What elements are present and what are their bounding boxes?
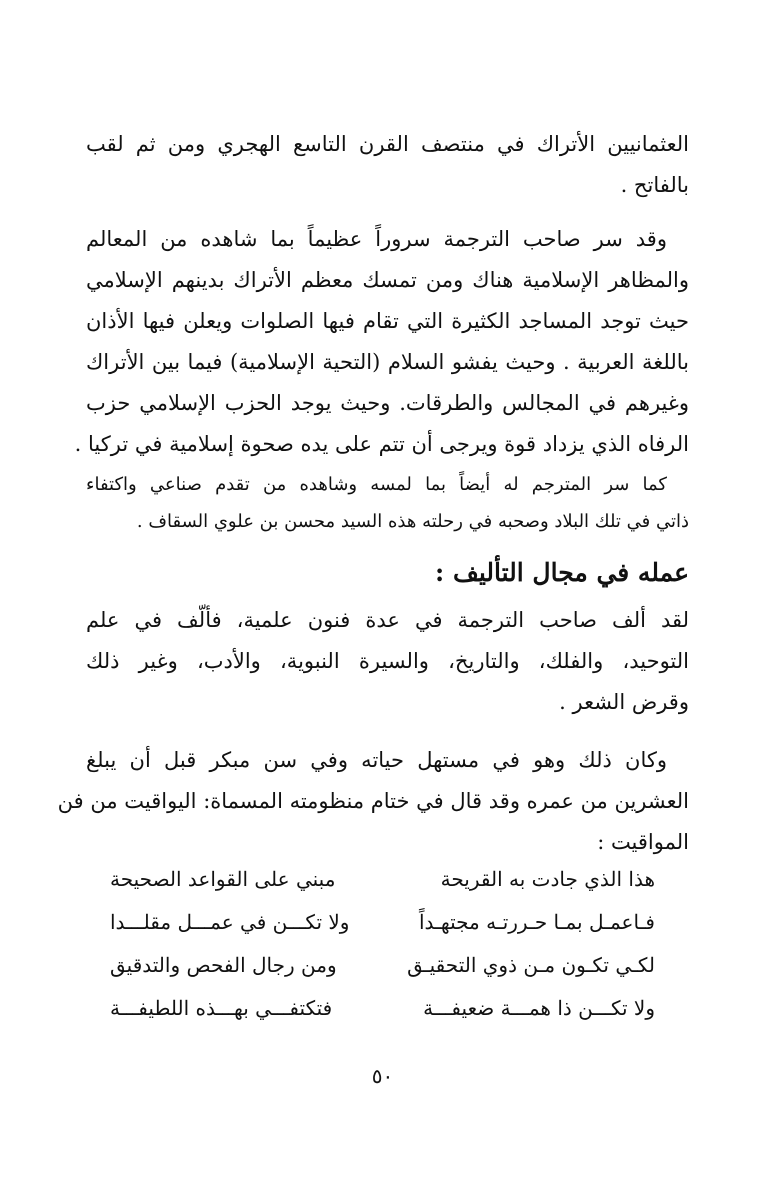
text-line: باللغة العربية . وحيث يفشو السلام (التحية الإسلامية) فيما بين الأتراك bbox=[86, 350, 689, 374]
text-line: المواقيت : bbox=[597, 830, 689, 854]
text-line: لقد ألف صاحب الترجمة في عدة فنون علمية، فألّف في علم bbox=[86, 608, 689, 632]
text-line: العثمانيين الأتراك في منتصف القرن التاسع الهجري ومن ثم لقب bbox=[86, 132, 689, 156]
poem bbox=[110, 858, 655, 1030]
poem-verse bbox=[110, 901, 655, 944]
verse-first-hemistich: هذا الذي جادت به القريحة bbox=[440, 867, 655, 891]
verse-first-hemistich: ولا تكـــن ذا همـــة ضعيفـــة bbox=[423, 996, 655, 1020]
text-line: والمظاهر الإسلامية هناك ومن تمسك معظم الأتراك بدينهم الإسلامي bbox=[86, 268, 689, 292]
text-line: وقرض الشعر . bbox=[559, 690, 689, 714]
section-heading: عمله في مجال التأليف : bbox=[435, 558, 689, 587]
paragraph-early-life bbox=[57, 740, 689, 863]
text-line: وكان ذلك وهو في مستهل حياته وفي سن مبكر قبل أن يبلغ bbox=[86, 748, 667, 772]
paragraph-industry bbox=[86, 466, 689, 540]
text-line: وقد سر صاحب الترجمة سروراً عظيماً بما شاهده من المعالم bbox=[86, 227, 667, 251]
text-line: كما سر المترجم له أيضاً بما لمسه وشاهده من تقدم صناعي واكتفاء bbox=[86, 474, 667, 495]
text-line: وغيرهم في المجالس والطرقات. وحيث يوجد الحزب الإسلامي حزب bbox=[86, 391, 689, 415]
verse-second-hemistich: ولا تكـــن في عمـــل مقلـــدا bbox=[110, 910, 350, 934]
paragraph-authorship bbox=[86, 600, 689, 723]
page-number: ٥٠ bbox=[371, 1064, 394, 1088]
text-line: بالفاتح . bbox=[620, 173, 689, 197]
verse-second-hemistich: ومن رجال الفحص والتدقيق bbox=[110, 953, 337, 977]
text-line: العشرين من عمره وقد قال في ختام منظومته المسماة: اليواقيت من فن bbox=[57, 789, 689, 813]
text-line: التوحيد، والفلك، والتاريخ، والسيرة النبوية، والأدب، وغير ذلك bbox=[86, 649, 689, 673]
poem-verse bbox=[110, 987, 655, 1030]
verse-first-hemistich: فـاعمـل بمـا حـررتـه مجتهـداً bbox=[418, 910, 655, 934]
paragraph-turkey-visit bbox=[74, 219, 689, 465]
verse-second-hemistich: فتكتفـــي بهـــذه اللطيفـــة bbox=[110, 996, 333, 1020]
verse-first-hemistich: لكـي تكـون مـن ذوي التحقيـق bbox=[407, 953, 655, 977]
text-line: ذاتي في تلك البلاد وصحبه في رحلته هذه السيد محسن بن علوي السقاف . bbox=[136, 511, 689, 532]
verse-second-hemistich: مبني على القواعد الصحيحة bbox=[110, 867, 336, 891]
text-line: حيث توجد المساجد الكثيرة التي تقام فيها الصلوات ويعلن فيها الأذان bbox=[86, 309, 689, 333]
poem-verse bbox=[110, 944, 655, 987]
text-line: الرفاه الذي يزداد قوة ويرجى أن تتم على يده صحوة إسلامية في تركيا . bbox=[74, 432, 689, 456]
paragraph-ottoman-title bbox=[86, 124, 689, 206]
poem-verse bbox=[110, 858, 655, 901]
